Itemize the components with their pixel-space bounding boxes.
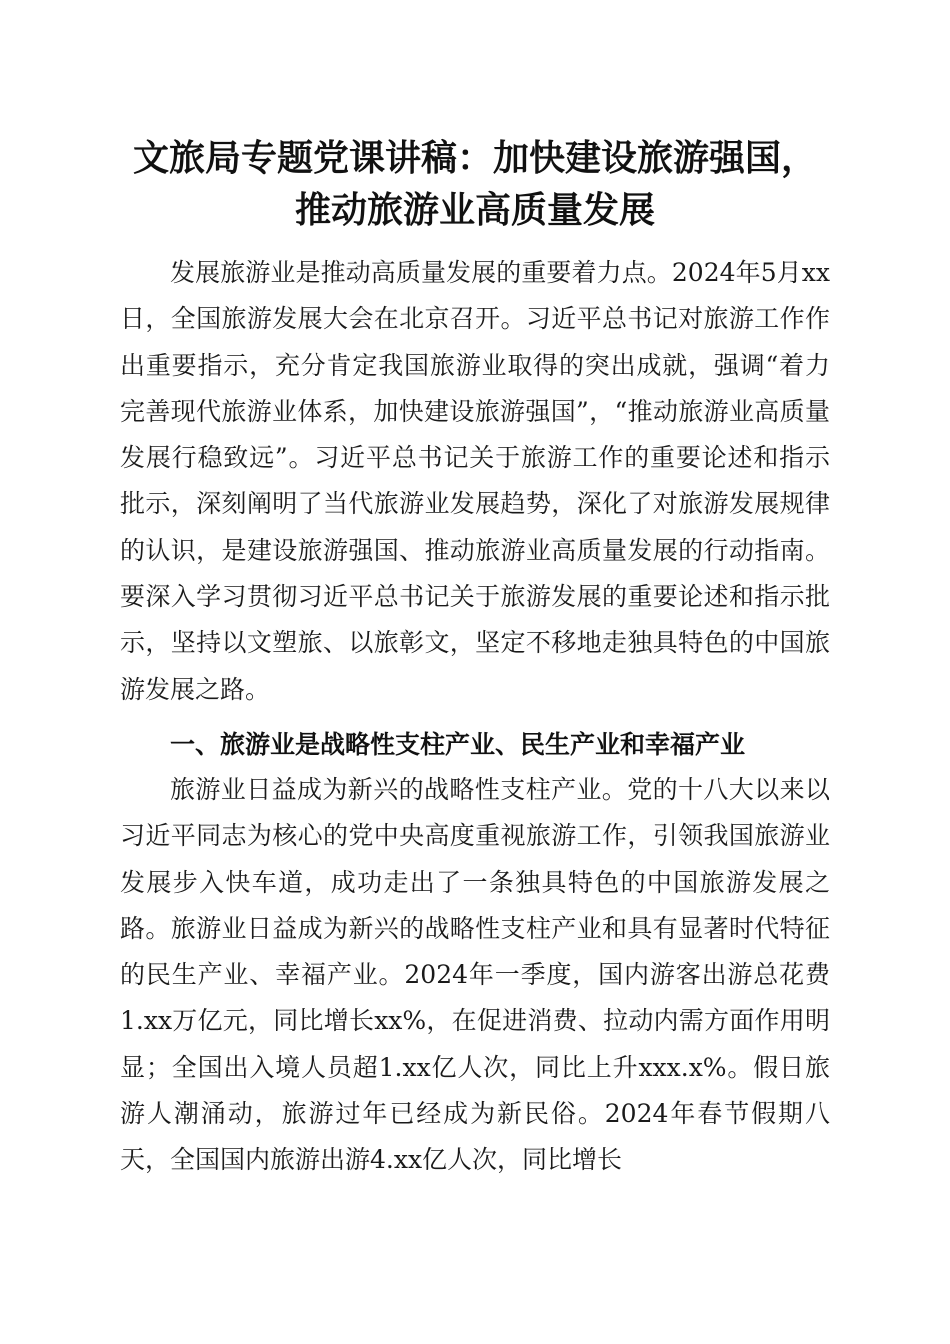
document-title: 文旅局专题党课讲稿：加快建设旅游强国，推动旅游业高质量发展 xyxy=(132,137,817,231)
section-heading-1: 一、旅游业是战略性支柱产业、民生产业和幸福产业 xyxy=(170,730,746,759)
section-1-paragraph: 旅游业日益成为新兴的战略性支柱产业。党的十八大以来以习近平同志为核心的党中央高度重视旅游工作，引领我国旅游业发展步入快车道，成功走出了一条独具特色的中国旅游发展之路。旅游业日益成为新兴的战略性支柱产业和具有显著时代特征的民生产业、幸福产业。2024年一季度，国内游客出游总花费1.xx万亿元，同比增长xx%，在促进消费、拉动内需方面作用明显；全国出入境人员超1.xx亿人次，同比上升xxx.x%。假日旅游人潮涌动，旅游过年已经成为新民俗。2024年春节假期八天，全国国内旅游出游4.xx亿人次，同比增长 xyxy=(120,775,830,1175)
intro-paragraph: 发展旅游业是推动高质量发展的重要着力点。2024年5月xx日，全国旅游发展大会在北京召开。习近平总书记对旅游工作作出重要指示，充分肯定我国旅游业取得的突出成就，强调“着力完善现代旅游业体系，加快建设旅游强国”，“推动旅游业高质量发展行稳致远”。习近平总书记关于旅游工作的重要论述和指示批示，深刻阐明了当代旅游业发展趋势，深化了对旅游发展规律的认识，是建设旅游强国、推动旅游业高质量发展的行动指南。要深入学习贯彻习近平总书记关于旅游发展的重要论述和指示批示，坚持以文塑旅、以旅彰文，坚定不移地走独具特色的中国旅游发展之路。 xyxy=(120,258,830,704)
